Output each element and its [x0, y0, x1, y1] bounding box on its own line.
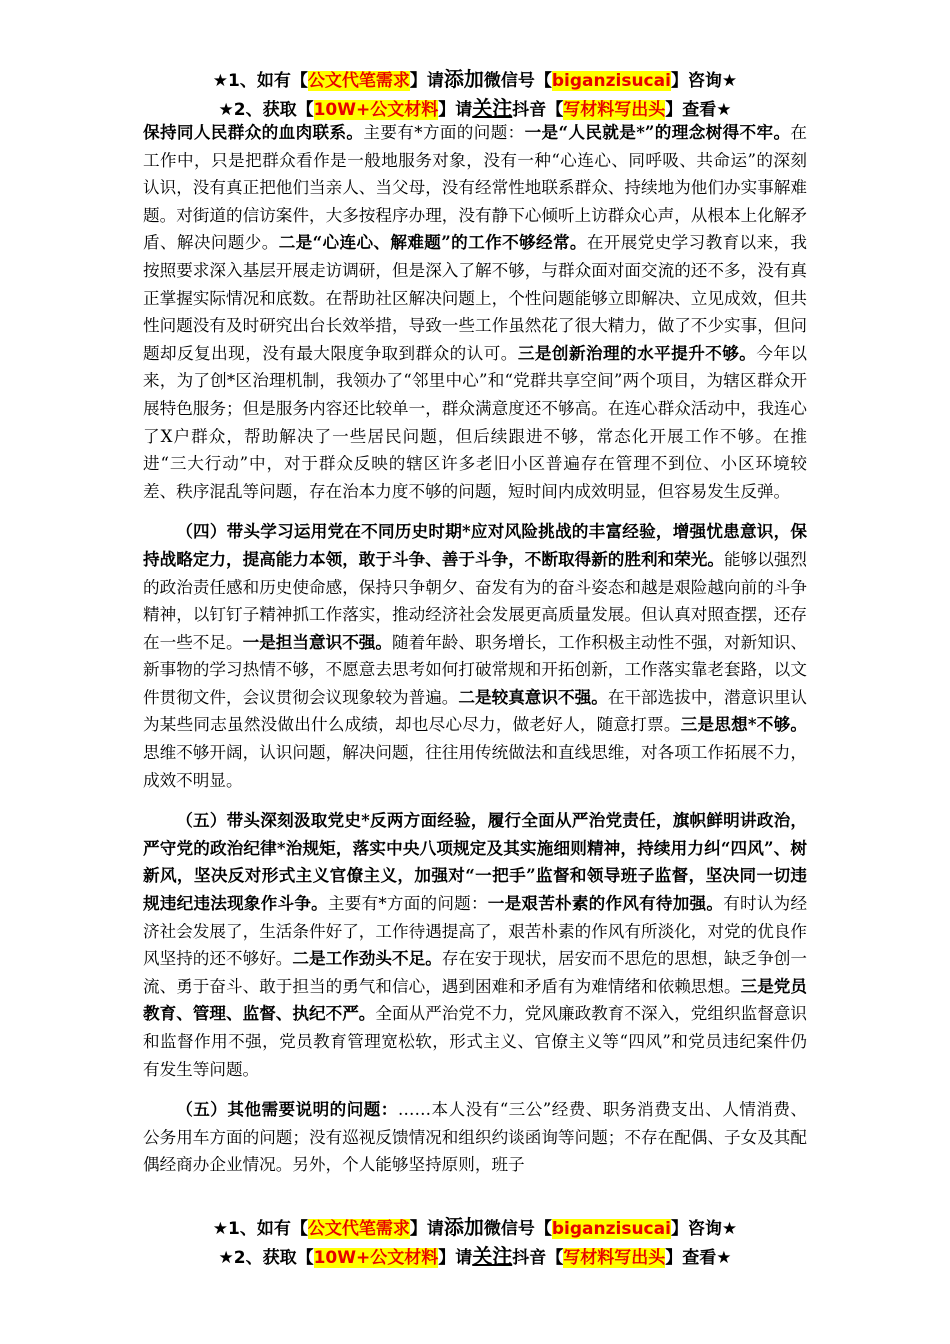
text-run: 全面从严治党不力，党风廉政教育不深入，党组织监督意识和监督作用不强，党员教育管理宽松软，形式主义、官僚主义等“四风”和党员违纪案件仍有发生等问题。: [143, 1004, 808, 1079]
text-run: 在开展党史学习教育以来，我按照要求深入基层开展走访调研，但是深入了解不够，与群众面对面交流的还不多，没有真正掌握实际情况和底数。在帮助社区解决问题上，个性问题能够立即解决、立见成效，但共性问题没有及时研究出台长效举措，导致一些工作虽然花了很大精力，做了不少实事，但问题却反复出现，没有最大限度争取到群众的认可。: [143, 233, 808, 363]
promo-highlight: 公文代笔需求: [307, 71, 410, 91]
text-run: 思维不够开阔，认识问题，解决问题，往往用传统做法和直线思维，对各项工作拓展不力，成效不明显。: [143, 743, 807, 790]
bold-text-run: 三是创新治理的水平提升不够。: [517, 342, 757, 363]
douyin-id: 写材料写出头: [563, 1248, 666, 1268]
paragraph: [143, 119, 807, 505]
promo-line-1: ★1、如有【公文代笔需求】请添加微信号【biganzisucai】咨询★: [212, 67, 738, 91]
promo-line-1: ★1、如有【公文代笔需求】请添加微信号【biganzisucai】咨询★: [212, 1215, 738, 1239]
bold-text-run: 二是“心连心、解难题”的工作不够经常。: [278, 232, 587, 253]
bold-text-run: （四）带头学习运用党在不同历史时期*应对风险挑战的丰富经验，增强忧患意识，保持战略定力，提高能力本领，敢于斗争、善于斗争，不断取得新的胜利和荣光。: [143, 521, 807, 569]
promo-highlight: 10W+公文材料: [313, 1248, 439, 1268]
text-run: 主要有*方面的问题：: [363, 123, 525, 142]
paragraph: [143, 1096, 807, 1179]
promo-banner-bottom: [0, 1214, 950, 1272]
bold-text-run: 二是工作劲头不足。: [292, 948, 442, 969]
bold-text-run: 一是“人民就是*”的理念树得不牢。: [524, 122, 791, 142]
paragraph: [143, 518, 807, 794]
text-run: 在干部选拔中，潜意识里认为某些同志虽然没做出什么成绩，却也尽心尽力，做老好人，随意打票。: [143, 687, 808, 735]
bold-text-run: 保持同人民群众的血肉联系。: [143, 122, 364, 142]
wechat-id: biganzisucai: [551, 71, 671, 91]
text-run: 能够以强烈的政治责任感和历史使命感，保持只争朝夕、奋发有为的奋斗姿态和越是艰险越向前的斗争精神，以钉钉子精神抓工作落实，推动经济社会发展更高质量发展。但认真对照查摆，还存在一些不足。: [143, 549, 808, 652]
promo-highlight: 10W+公文材料: [313, 100, 439, 120]
bold-text-run: （五）带头深刻汲取党史*反两方面经验，履行全面从严治党责任，旗帜鲜明讲政治，严守党的政治纪律*治规矩，落实中央八项规定及其实施细则精神，持续用力纠“四风”、树新风，坚决反对形式主义官僚主义，加强对“一把手”监督和领导班子监督，坚决同一切违规违纪违法现象作斗争。: [143, 810, 807, 914]
text-run: 随着年龄、职务增长，工作积极主动性不强，对新知识、新事物的学习热情不够，不愿意去思考如何打破常规和开拓创新，工作落实靠老套路，以文件贯彻文件，会议贯彻会议现象较为普遍。: [143, 632, 808, 707]
text-run: 在工作中，只是把群众看作是一般地服务对象，没有一种“心连心、同呼吸、共命运”的深刻认识，没有真正把他们当亲人、当父母，没有经常性地联系群众、持续地为他们办实事解难题。对街道的信访案件，大多按程序办理，没有静下心倾听上访群众心声，从根本上化解矛盾、解决问题少。: [143, 123, 807, 253]
wechat-id: biganzisucai: [551, 1219, 671, 1239]
promo-highlight: 公文代笔需求: [307, 1219, 410, 1239]
bold-text-run: 一是艰苦朴素的作风有待加强。: [487, 893, 724, 914]
text-run: 主要有*方面的问题：: [327, 894, 488, 914]
bold-text-run: 三是党员教育、管理、监督、执纪不严。: [143, 975, 808, 1024]
text-run: ……本人没有“三公”经费、职务消费支出、人情消费、公务用车方面的问题；没有巡视反馈情况和组织约谈函询等问题；不存在配偶、子女及其配偶经商办企业情况。另外，个人能够坚持原则，班子: [143, 1100, 808, 1175]
promo-banner-top: [0, 66, 950, 124]
text-run: 存在安于现状，居安而不思危的思想，缺乏争创一流、勇于奋斗、敢于担当的勇气和信心，遇到困难和矛盾有为难情绪和依赖思想。: [143, 949, 808, 996]
promo-line-2: ★2、获取【10W+公文材料】请关注抖音【写材料写出头】查看★: [218, 96, 732, 120]
bold-text-run: 一是担当意识不强。: [242, 631, 393, 652]
text-run: 今年以来，为了创*区治理机制，我领办了“邻里中心”和“党群共享空间”两个项目，为辖区群众开展特色服务；但是服务内容还比较单一，群众满意度还不够高。在连心群众活动中，我连心了X户群众，帮助解决了一些居民问题，但后续跟进不够，常态化开展工作不够。在推进“三大行动”中，对于群众反映的辖区许多老旧小区普遍存在管理不到位、小区环境较差、秩序混乱等问题，存在治本力度不够的问题，短时间内成效明显，但容易发生反弹。: [143, 343, 808, 501]
promo-line-2: ★2、获取【10W+公文材料】请关注抖音【写材料写出头】查看★: [218, 1244, 732, 1268]
bold-text-run: （五）其他需要说明的问题：: [176, 1099, 398, 1120]
document-body: [143, 119, 807, 1192]
bold-text-run: 三是思想*不够。: [680, 714, 808, 735]
douyin-id: 写材料写出头: [563, 100, 666, 120]
text-run: 有时认为经济社会发展了，生活条件好了，工作待遇提高了，艰苦朴素的作风有所淡化，对党的优良作风坚持的还不够好。: [143, 894, 808, 969]
bold-text-run: 二是较真意识不强。: [458, 686, 608, 707]
paragraph: [143, 807, 807, 1083]
